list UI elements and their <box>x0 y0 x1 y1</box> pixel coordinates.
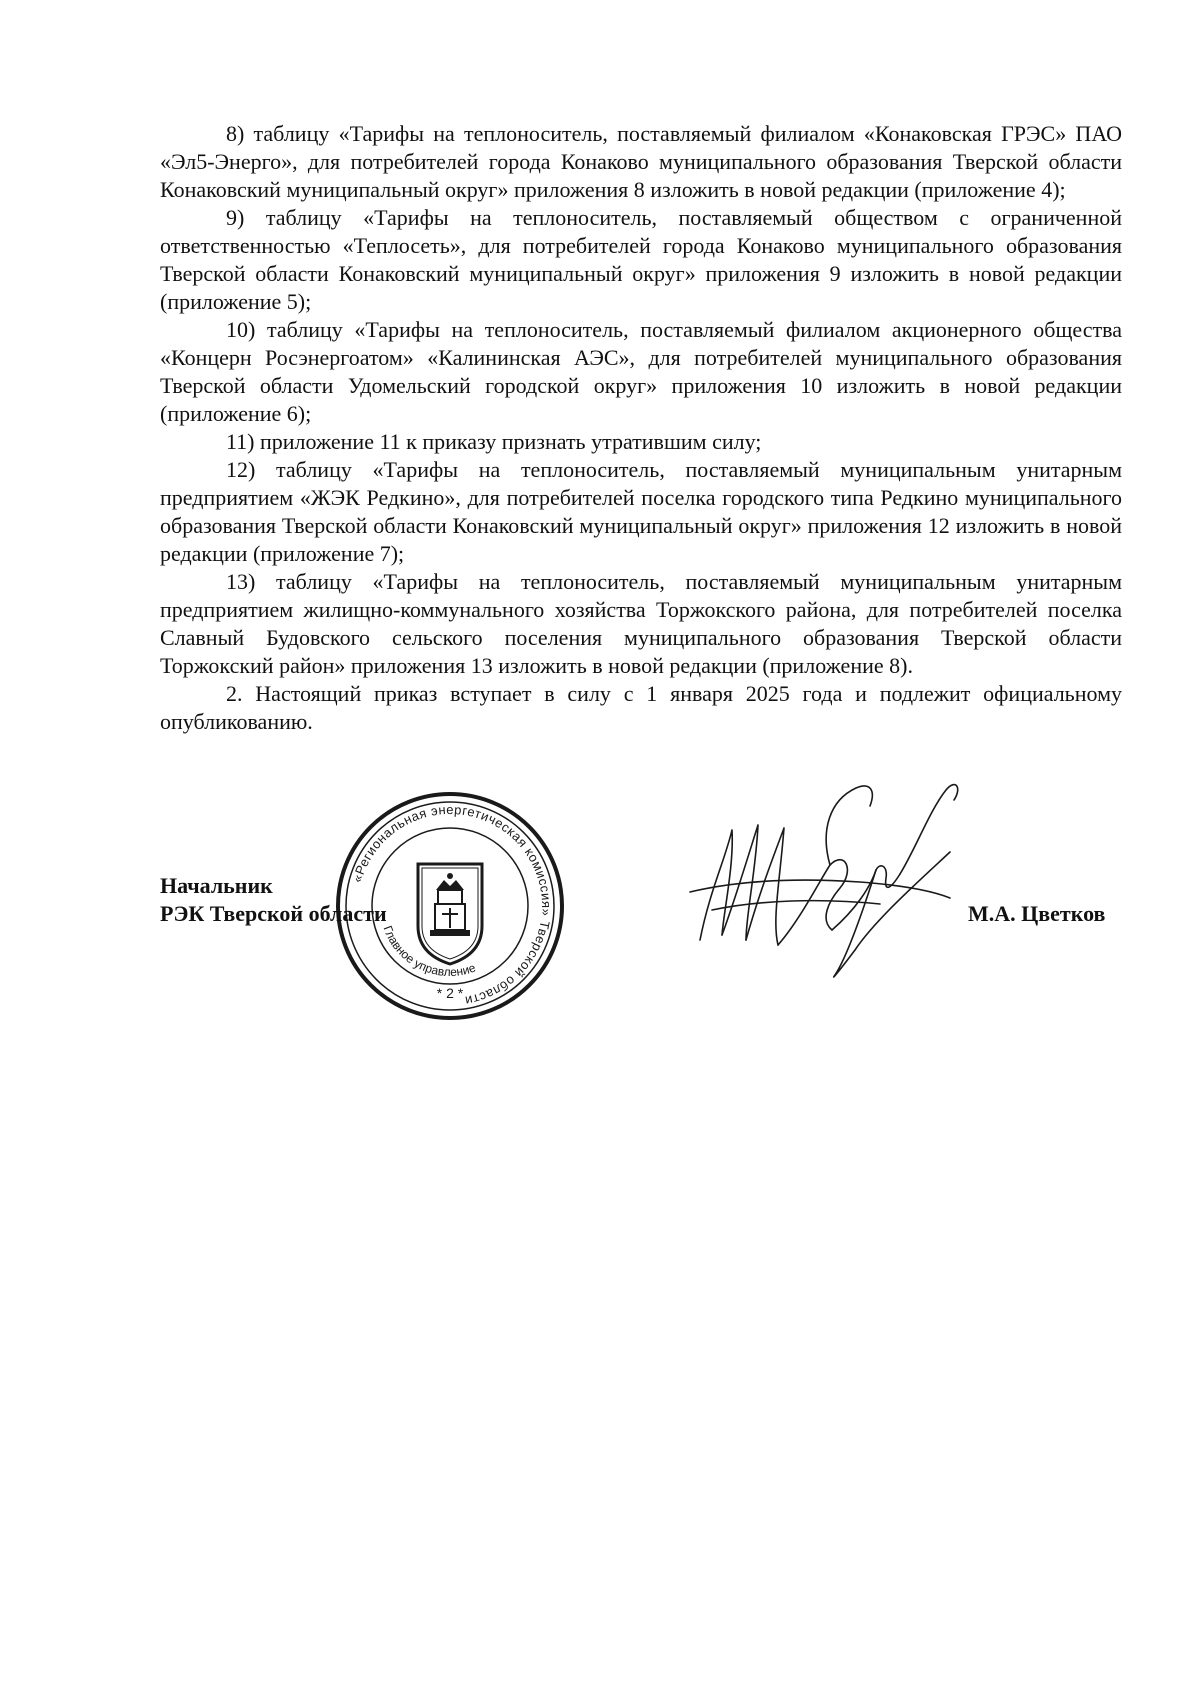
coat-of-arms-icon <box>418 864 482 964</box>
paragraph-item-12: 12) таблицу «Тарифы на теплоноситель, поставляемый муниципальным унитарным предприятием «ЖЭК Редкино», для потребителей поселка городского типа Редкино муниципального образования Тверской области Конаковский муниципальный округ» приложения 12 изложить в новой редакции (приложение 7); <box>160 457 1122 566</box>
signer-organization: РЭК Тверской области <box>160 901 387 926</box>
paragraph-item-11: 11) приложение 11 к приказу признать утратившим силу; <box>226 429 762 454</box>
paragraph-item-9: 9) таблицу «Тарифы на теплоноситель, поставляемый обществом с ограниченной ответственностью «Теплосеть», для потребителей города Конаково муниципального образования Тверской области Конаковский муниципальный округ» приложения 9 изложить в новой редакции (приложение 5); <box>160 205 1122 314</box>
document-body <box>160 120 1122 736</box>
handwritten-signature <box>680 770 970 1000</box>
paragraph-item-10: 10) таблицу «Тарифы на теплоноситель, поставляемый филиалом акционерного общества «Концерн Росэнергоатом» «Калининская АЭС», для потребителей муниципального образования Тверской области Удомельский городской округ» приложения 10 изложить в новой редакции (приложение 6); <box>160 317 1122 426</box>
signer-name: М.А. Цветков <box>968 901 1106 926</box>
paragraph-effective-date: 2. Настоящий приказ вступает в силу с 1 января 2025 года и подлежит официальному опубликованию. <box>160 681 1122 734</box>
stamp-inner-ring <box>372 828 528 984</box>
stamp-number: * 2 * <box>436 985 464 1001</box>
paragraph-item-8: 8) таблицу «Тарифы на теплоноситель, поставляемый филиалом «Конаковская ГРЭС» ПАО «Эл5-Энерго», для потребителей города Конаково муниципального образования Тверской области Конаковский муниципальный округ» приложения 8 изложить в новой редакции (приложение 4); <box>160 121 1122 202</box>
stamp-ring-text: «Региональная энергетическая комиссия» Тверской области <box>349 801 555 1009</box>
signer-position-title: Начальник <box>160 873 273 898</box>
paragraph-item-13: 13) таблицу «Тарифы на теплоноситель, поставляемый муниципальным унитарным предприятием жилищно-коммунального хозяйства Торжокского района, для потребителей поселка Славный Будовского сельского поселения муниципального образования Тверской области Торжокский район» приложения 13 изложить в новой редакции (приложение 8). <box>160 569 1122 678</box>
signature-position <box>160 872 387 928</box>
stamp-inner-text: Главное управление <box>380 923 478 980</box>
